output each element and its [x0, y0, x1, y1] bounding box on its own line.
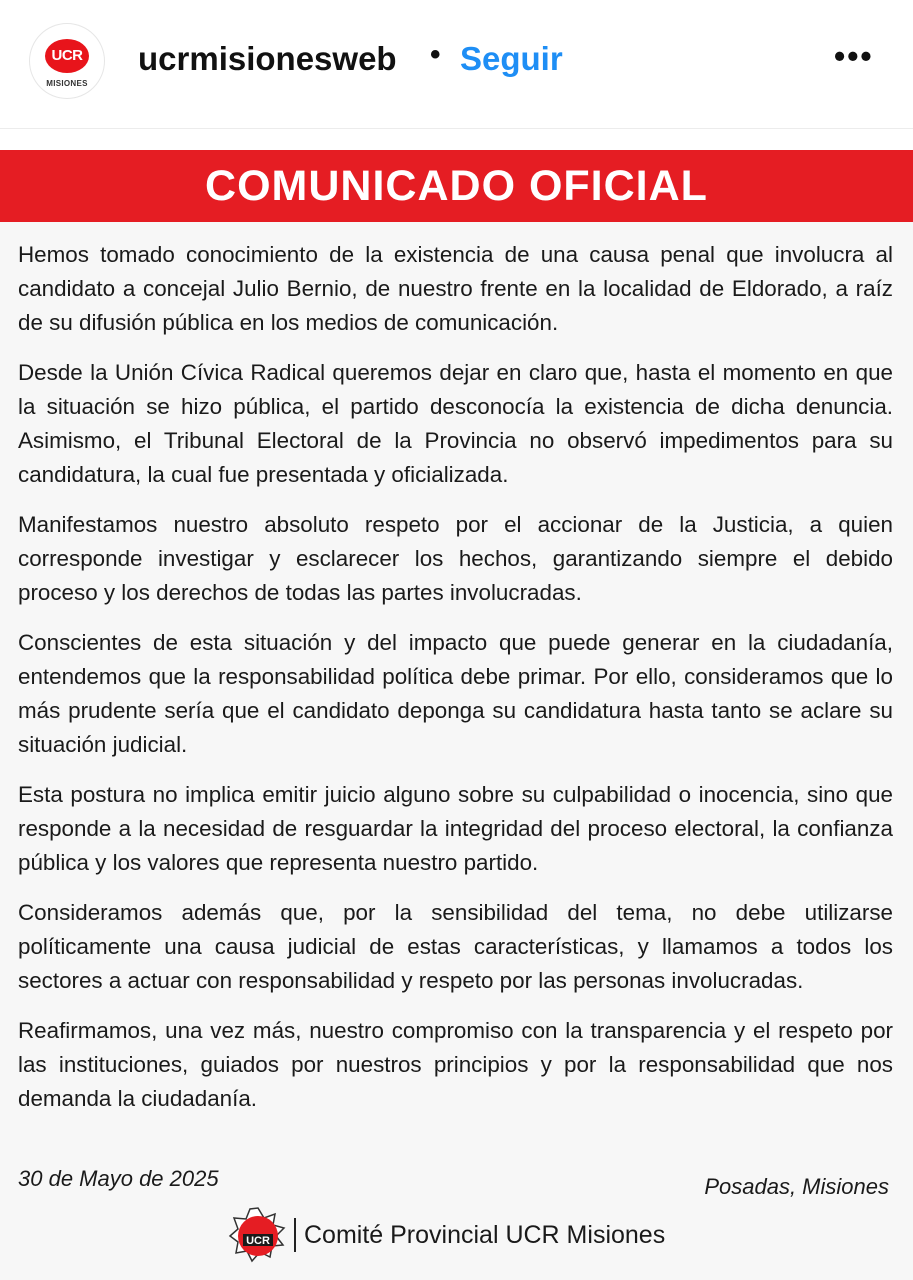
- footer-divider: [294, 1218, 296, 1252]
- ucr-logo-icon: [45, 39, 89, 73]
- paragraph: Conscientes de esta situación y del impacto que puede generar en la ciudadanía, entendemos que la responsabilidad política debe primar. Por ello, consideramos que lo más prudente sería que el candidato deponga su candidatura hasta tanto se aclare su situación judicial.: [18, 630, 893, 757]
- paragraph: Reafirmamos, una vez más, nuestro compromiso con la transparencia y el respeto por las instituciones, guiados por nuestros principios y por la responsabilidad que nos demanda la ciudadanía.: [18, 1018, 893, 1111]
- paragraph: Hemos tomado conocimiento de la existencia de una causa penal que involucra al candidato a concejal Julio Bernio, de nuestro frente en la localidad de Eldorado, a raíz de su difusión pública en los medios de comunicación.: [18, 242, 893, 335]
- statement-body: [18, 238, 893, 1132]
- post-image: [0, 150, 913, 1280]
- committee-name: Comité Provincial UCR Misiones: [304, 1220, 666, 1249]
- follow-button[interactable]: Seguir: [460, 40, 563, 77]
- statement-place: Posadas, Misiones: [704, 1174, 889, 1199]
- paragraph: Manifestamos nuestro absoluto respeto por el accionar de la Justicia, a quien corresponde investigar y esclarecer los hechos, garantizando siempre el debido proceso y los derechos de todas las partes involucradas.: [18, 512, 893, 605]
- paragraph: Esta postura no implica emitir juicio alguno sobre su culpabilidad o inocencia, sino que responde a la necesidad de resguardar la integridad del proceso electoral, la confianza pública y los valores que representa nuestro partido.: [18, 782, 893, 875]
- statement-date: 30 de Mayo de 2025: [18, 1166, 219, 1191]
- emblem-text: UCR: [246, 1235, 270, 1247]
- separator-dot: •: [430, 38, 441, 71]
- paragraph: Consideramos además que, por la sensibilidad del tema, no debe utilizarse políticamente una causa judicial de estas características, y llamamos a todos los sectores a actuar con responsabilidad y respeto por las personas involucradas.: [18, 900, 893, 993]
- banner-title: COMUNICADO OFICIAL: [205, 161, 708, 210]
- paragraph: Desde la Unión Cívica Radical queremos dejar en claro que, hasta el momento en que la situación se hizo pública, el partido desconocía la existencia de dicha denuncia. Asimismo, el Tribunal Electoral de la Provincia no observó impedimentos para su candidatura, la cual fue presentada y oficializada.: [18, 360, 893, 487]
- ucr-emblem-icon: [228, 1206, 288, 1264]
- profile-avatar[interactable]: [30, 24, 104, 98]
- avatar-logo-text: UCR: [51, 47, 83, 64]
- signature-footer: [228, 1206, 665, 1264]
- post-header: [0, 0, 913, 129]
- username-link[interactable]: ucrmisionesweb: [138, 40, 397, 77]
- title-banner: [0, 150, 913, 222]
- avatar-subtitle: MISIONES: [46, 78, 88, 88]
- more-options-icon[interactable]: •••: [834, 38, 874, 74]
